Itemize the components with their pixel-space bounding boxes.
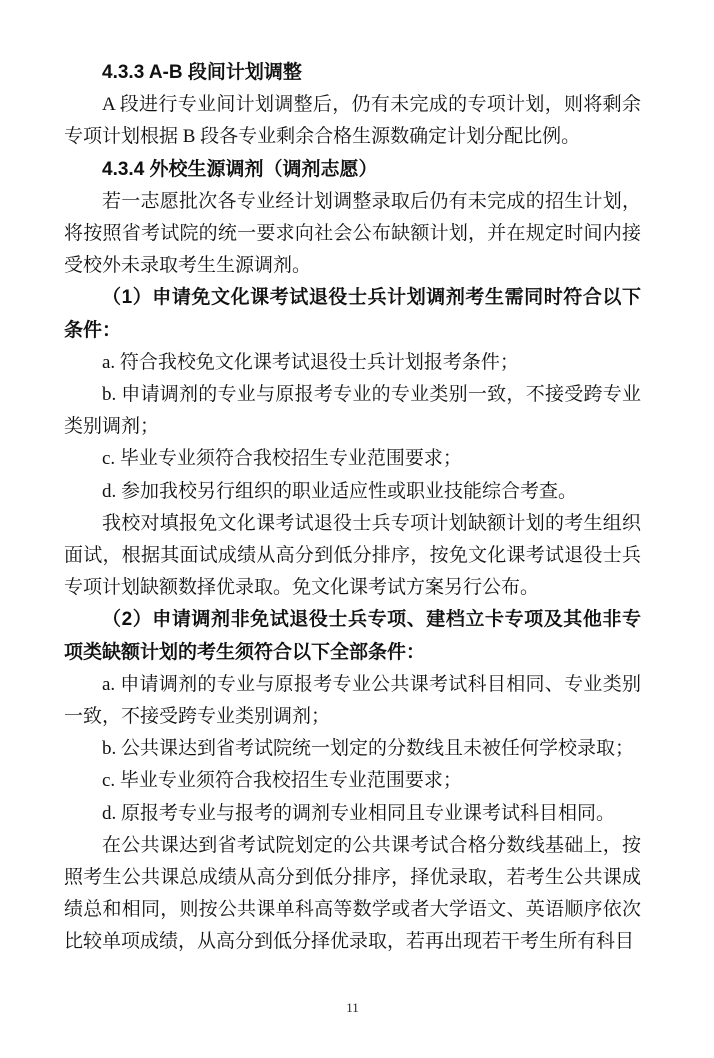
paragraph: c. 毕业专业须符合我校招生专业范围要求； xyxy=(102,770,462,792)
paragraph: 若一志愿批次各专业经计划调整录取后仍有未完成的招生计划，将按照省考试院的统一要求向社会公布缺额计划，并在规定时间内接受校外未录取考生生源调剂。 xyxy=(64,190,641,277)
page-footer xyxy=(64,999,641,1017)
page-body xyxy=(64,57,641,959)
page-number: 11 xyxy=(346,1000,359,1015)
paragraph: d. 原报考专业与报考的调剂专业相同且专业课考试科目相同。 xyxy=(102,802,616,824)
paragraph: 我校对填报免文化课考试退役士兵专项计划缺额计划的考生组织面试，根据其面试成绩从高分到低分排序，按免文化课考试退役士兵专项计划缺额数择优录取。免文化课考试方案另行公布。 xyxy=(64,512,641,599)
paragraph: 在公共课达到省考试院划定的公共课考试合格分数线基础上，按照考生公共课总成绩从高分到低分排序，择优录取，若考生公共课成绩总和相同，则按公共课单科高等数学或者大学语文、英语顺序依次比较单项成绩，从高分到低分择优录取，若再出现若干考生所有科目 xyxy=(64,834,641,953)
paragraph: b. 公共课达到省考试院统一划定的分数线且未被任何学校录取； xyxy=(102,738,635,760)
paragraph: d. 参加我校另行组织的职业适应性或职业技能综合考查。 xyxy=(102,480,578,502)
section-heading: 4.3.4 外校生源调剂（调剂志愿） xyxy=(102,158,378,180)
paragraph: （1）申请免文化课考试退役士兵计划调剂考生需同时符合以下条件： xyxy=(64,287,641,341)
paragraph: a. 符合我校免文化课考试退役士兵计划报考条件； xyxy=(102,351,519,373)
paragraph: c. 毕业专业须符合我校招生专业范围要求； xyxy=(102,448,462,470)
section-heading: 4.3.3 A-B 段间计划调整 xyxy=(102,62,302,83)
paragraph: a. 申请调剂的专业与原报考专业公共课考试科目相同、专业类别一致，不接受跨专业类别调剂； xyxy=(64,673,641,728)
paragraph: b. 申请调剂的专业与原报考专业的专业类别一致，不接受跨专业类别调剂； xyxy=(64,384,641,438)
paragraph: A 段进行专业间计划调整后，仍有未完成的专项计划，则将剩余专项计划根据 B 段各专业剩余合格生源数确定计划分配比例。 xyxy=(64,94,641,148)
paragraph: （2）申请调剂非免试退役士兵专项、建档立卡专项及其他非专项类缺额计划的考生须符合以下全部条件： xyxy=(64,609,641,663)
